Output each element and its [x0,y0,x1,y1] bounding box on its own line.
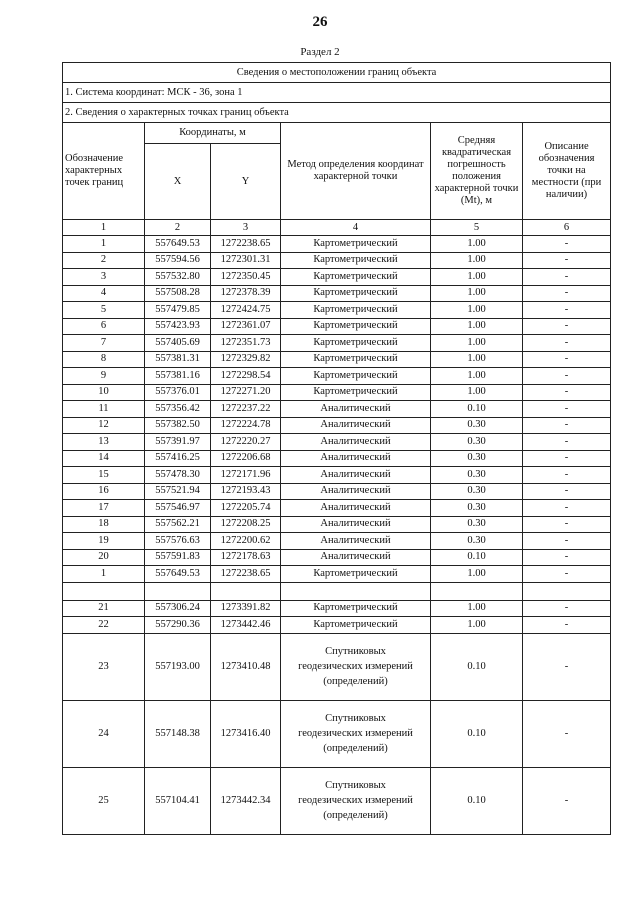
table-row [63,450,611,467]
accuracy-cell: 1.00 [431,600,523,617]
accuracy-cell: 0.30 [431,500,523,517]
method-cell: Картометрический [281,368,431,385]
accuracy-cell: 1.00 [431,269,523,286]
coord-x: 557649.53 [145,236,211,253]
method-cell: Картометрический [281,252,431,269]
accuracy-cell: 1.00 [431,566,523,583]
point-number: 1 [63,236,145,253]
accuracy-cell: 1.00 [431,318,523,335]
point-number: 13 [63,434,145,451]
point-number: 16 [63,483,145,500]
method-cell [281,767,431,834]
method-cell: Аналитический [281,417,431,434]
description-cell: - [523,767,611,834]
method-line: Спутниковых [325,780,386,791]
coord-x: 557423.93 [145,318,211,335]
column-number: 6 [523,220,611,236]
method-cell: Аналитический [281,401,431,418]
description-cell: - [523,533,611,550]
coord-x: 557478.30 [145,467,211,484]
accuracy-cell: 0.10 [431,767,523,834]
point-number: 15 [63,467,145,484]
accuracy-cell: 0.30 [431,450,523,467]
coord-y: 1272298.54 [211,368,281,385]
table-row [63,767,611,834]
table-row [63,384,611,401]
method-cell: Картометрический [281,335,431,352]
point-number: 6 [63,318,145,335]
accuracy-cell: 0.10 [431,700,523,767]
method-cell: Картометрический [281,351,431,368]
coord-y: 1272224.78 [211,417,281,434]
accuracy-cell: 1.00 [431,285,523,302]
page-number: 26 [312,14,328,30]
coord-x: 557591.83 [145,549,211,566]
point-number: 24 [63,700,145,767]
coord-x: 557532.80 [145,269,211,286]
method-line: (определений) [323,810,388,821]
accuracy-cell: 1.00 [431,236,523,253]
coord-y: 1272361.07 [211,318,281,335]
section-title: Раздел 2 [300,46,340,58]
point-number: 23 [63,633,145,700]
accuracy-cell: 1.00 [431,351,523,368]
coord-y: 1273442.46 [211,617,281,634]
table-row [63,600,611,617]
coord-y: 1273442.34 [211,767,281,834]
method-cell [281,633,431,700]
description-cell: - [523,269,611,286]
method-cell: Картометрический [281,269,431,286]
coord-x: 557405.69 [145,335,211,352]
method-cell [281,700,431,767]
table-row [63,467,611,484]
table-row [63,302,611,319]
description-cell: - [523,549,611,566]
coord-y: 1272200.62 [211,533,281,550]
method-cell: Аналитический [281,450,431,467]
accuracy-cell: 1.00 [431,302,523,319]
description-cell: - [523,302,611,319]
method-cell: Картометрический [281,600,431,617]
header-method: Метод определения координат характерной точки [281,123,431,220]
empty-cell [523,582,611,600]
description-cell: - [523,335,611,352]
accuracy-cell: 1.00 [431,368,523,385]
accuracy-cell: 0.30 [431,417,523,434]
description-cell: - [523,285,611,302]
method-cell: Аналитический [281,516,431,533]
description-cell: - [523,368,611,385]
coord-y: 1273416.40 [211,700,281,767]
description-cell: - [523,236,611,253]
description-cell: - [523,434,611,451]
coord-y: 1272220.27 [211,434,281,451]
method-cell: Картометрический [281,617,431,634]
method-line: геодезических измерений [298,795,413,806]
table-row [63,500,611,517]
accuracy-cell: 0.10 [431,401,523,418]
header-designation: Обозначение характерных точек границ [63,123,145,220]
table-row [63,335,611,352]
accuracy-cell: 1.00 [431,335,523,352]
coord-y: 1273391.82 [211,600,281,617]
point-number: 18 [63,516,145,533]
coord-y: 1272301.31 [211,252,281,269]
point-number: 20 [63,549,145,566]
table-row [63,549,611,566]
coord-y: 1272351.73 [211,335,281,352]
coord-y: 1272329.82 [211,351,281,368]
coord-y: 1272238.65 [211,566,281,583]
coord-y: 1272424.75 [211,302,281,319]
method-line: Спутниковых [325,646,386,657]
header-description: Описание обозначения точки на местности (при наличии) [523,123,611,220]
table-row [63,285,611,302]
accuracy-cell: 0.30 [431,483,523,500]
method-cell: Картометрический [281,236,431,253]
method-cell: Картометрический [281,318,431,335]
coord-x: 557562.21 [145,516,211,533]
point-number: 22 [63,617,145,634]
method-line: геодезических измерений [298,728,413,739]
accuracy-cell: 1.00 [431,252,523,269]
coord-y: 1272237.22 [211,401,281,418]
coord-x: 557381.16 [145,368,211,385]
method-cell: Аналитический [281,549,431,566]
method-line: Спутниковых [325,713,386,724]
coord-y: 1272271.20 [211,384,281,401]
accuracy-cell: 0.10 [431,549,523,566]
coord-x: 557546.97 [145,500,211,517]
description-cell: - [523,417,611,434]
point-number: 14 [63,450,145,467]
description-cell: - [523,600,611,617]
description-cell: - [523,384,611,401]
point-number: 2 [63,252,145,269]
description-cell: - [523,450,611,467]
separator-row [63,582,611,600]
description-cell: - [523,483,611,500]
header-coordinates: Координаты, м [145,123,281,144]
description-cell: - [523,516,611,533]
coord-x: 557508.28 [145,285,211,302]
accuracy-cell: 0.30 [431,467,523,484]
point-number: 17 [63,500,145,517]
method-line: (определений) [323,743,388,754]
coord-x: 557576.63 [145,533,211,550]
table-row [63,368,611,385]
table-row [63,401,611,418]
empty-cell [211,582,281,600]
coord-x: 557104.41 [145,767,211,834]
description-cell: - [523,401,611,418]
empty-cell [145,582,211,600]
method-cell: Аналитический [281,467,431,484]
coord-y: 1272205.74 [211,500,281,517]
method-cell: Картометрический [281,302,431,319]
accuracy-cell: 0.10 [431,633,523,700]
coord-y: 1272378.39 [211,285,281,302]
point-number: 21 [63,600,145,617]
coord-y: 1272193.43 [211,483,281,500]
description-cell: - [523,318,611,335]
header-accuracy: Средняя квадратическая погрешность положения характерной точки (Mt), м [431,123,523,220]
table-row [63,483,611,500]
coord-x: 557479.85 [145,302,211,319]
coord-y: 1272171.96 [211,467,281,484]
table-row [63,516,611,533]
table-row [63,236,611,253]
accuracy-cell: 0.30 [431,434,523,451]
table-row [63,533,611,550]
table-row [63,417,611,434]
coord-y: 1273410.48 [211,633,281,700]
table-row [63,617,611,634]
coord-x: 557148.38 [145,700,211,767]
accuracy-cell: 0.30 [431,533,523,550]
point-number: 19 [63,533,145,550]
coord-x: 557290.36 [145,617,211,634]
method-cell: Картометрический [281,384,431,401]
table-row [63,318,611,335]
method-cell: Картометрический [281,566,431,583]
description-cell: - [523,633,611,700]
table-row [63,252,611,269]
point-number: 25 [63,767,145,834]
coord-x: 557416.25 [145,450,211,467]
description-cell: - [523,500,611,517]
header-x: X [145,144,211,220]
coord-x: 557521.94 [145,483,211,500]
coord-x: 557382.50 [145,417,211,434]
point-number: 11 [63,401,145,418]
boundary-points-table [62,62,611,835]
empty-cell [281,582,431,600]
point-number: 9 [63,368,145,385]
empty-cell [63,582,145,600]
point-number: 1 [63,566,145,583]
accuracy-cell: 1.00 [431,384,523,401]
point-number: 4 [63,285,145,302]
column-number: 5 [431,220,523,236]
empty-cell [431,582,523,600]
coord-x: 557594.56 [145,252,211,269]
column-number: 4 [281,220,431,236]
coord-x: 557356.42 [145,401,211,418]
points-section-title: 2. Сведения о характерных точках границ объекта [63,103,611,123]
coord-y: 1272178.63 [211,549,281,566]
point-number: 8 [63,351,145,368]
point-number: 7 [63,335,145,352]
method-line: геодезических измерений [298,661,413,672]
table-row [63,700,611,767]
description-cell: - [523,700,611,767]
table-row [63,566,611,583]
table-row [63,633,611,700]
header-y: Y [211,144,281,220]
point-number: 5 [63,302,145,319]
description-cell: - [523,252,611,269]
coord-y: 1272350.45 [211,269,281,286]
table-row [63,434,611,451]
method-cell: Аналитический [281,533,431,550]
method-cell: Аналитический [281,434,431,451]
table-title: Сведения о местоположении границ объекта [63,63,611,83]
column-number: 2 [145,220,211,236]
method-cell: Картометрический [281,285,431,302]
column-number: 3 [211,220,281,236]
column-number: 1 [63,220,145,236]
coord-x: 557376.01 [145,384,211,401]
coord-x: 557391.97 [145,434,211,451]
coord-y: 1272238.65 [211,236,281,253]
method-cell: Аналитический [281,500,431,517]
description-cell: - [523,351,611,368]
table-row [63,269,611,286]
accuracy-cell: 0.30 [431,516,523,533]
coord-x: 557381.31 [145,351,211,368]
coord-system: 1. Система координат: МСК - 36, зона 1 [63,83,611,103]
description-cell: - [523,617,611,634]
coord-x: 557306.24 [145,600,211,617]
description-cell: - [523,467,611,484]
method-line: (определений) [323,676,388,687]
coord-x: 557193.00 [145,633,211,700]
coord-y: 1272206.68 [211,450,281,467]
accuracy-cell: 1.00 [431,617,523,634]
description-cell: - [523,566,611,583]
coord-y: 1272208.25 [211,516,281,533]
coord-x: 557649.53 [145,566,211,583]
point-number: 3 [63,269,145,286]
point-number: 10 [63,384,145,401]
point-number: 12 [63,417,145,434]
method-cell: Аналитический [281,483,431,500]
table-row [63,351,611,368]
